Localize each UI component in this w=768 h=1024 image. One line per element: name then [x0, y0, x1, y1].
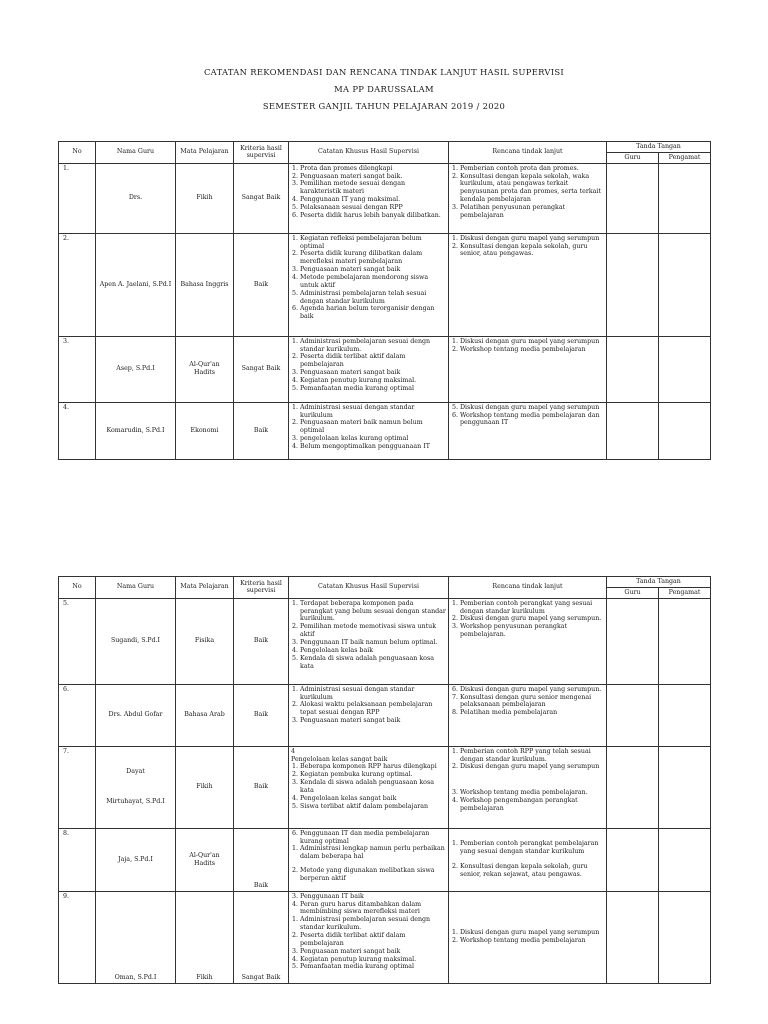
note-item: 3. Penggunaan IT baik namun belum optimal. [300, 639, 446, 647]
plan-item: 1. Pemberian contoh prota dan promes. [460, 165, 604, 173]
col-guru: Guru [607, 152, 659, 163]
note-item: 1. Administrasi pembelajaran sesuai dengn standar kurikulum. [300, 916, 446, 932]
note-item: 4. Kegiatan penutup kurang maksimal. [300, 377, 446, 385]
sign-guru [607, 746, 659, 828]
criteria: Baik [234, 828, 289, 891]
note-item: 5. Pemanfaatan media kurang optimal [300, 385, 446, 393]
subject: Bahasa Arab [176, 684, 234, 746]
plan-item: 2. Konsultasi dengan kepala sekolah, guru senior, atau pengawas. [460, 243, 604, 259]
plan-cell [449, 336, 607, 402]
notes-cell [289, 746, 449, 828]
note-item: 4. Peran guru harus ditambahkan dalam membimbing siswa merefleksi materi [300, 901, 446, 917]
sign-pengamat [659, 233, 711, 336]
sign-pengamat [659, 598, 711, 684]
note-item: 4. Kegiatan penutup kurang maksimal. [300, 956, 446, 964]
note-item: 4. Pengelolaan kelas sangat baik [300, 795, 446, 803]
note-item: 1. Administrasi sesuai dengan standar kurikulum [300, 686, 446, 702]
plan-cell [449, 598, 607, 684]
note-item: 3. Penggunaan IT baik [300, 893, 446, 901]
note-item: 3. Penguasaan materi sangat baik [300, 266, 446, 274]
criteria: Baik [234, 598, 289, 684]
col-rencana: Rencana tindak lanjut [449, 142, 607, 164]
criteria: Baik [234, 684, 289, 746]
note-item: 1. Administrasi pembelajaran sesuai dengn standar kurikulum. [300, 338, 446, 354]
notes-cell [289, 684, 449, 746]
plan-item: 2. Konsultasi dengan kepala sekolah, waka kurikulum, atau pengawas terkait penyusunan prota dan promes, serta terkait kendala pembelajaran [460, 173, 604, 204]
supervision-table-page2 [58, 576, 711, 984]
table-row [59, 891, 711, 983]
col-rencana: Rencana tindak lanjut [449, 577, 607, 599]
plan-item: 1. Pemberian contoh perangkat pembelajaran yang sesuai dengan standar kurikulum [460, 840, 604, 856]
note-item: 1. Prota dan promes dilengkapi [300, 165, 446, 173]
teacher-name: Apen A. Jaelani, S.Pd.I [96, 233, 176, 336]
note-item: 5. Pelaksanaan sesuai dengan RPP [300, 204, 446, 212]
col-no: No [59, 142, 96, 164]
note-item: 1. Administrasi sesuai dengan standar kurikulum [300, 404, 446, 420]
plan-item: 1. Pemberian contoh perangkat yang sesuai dengan standar kurikulum [460, 600, 604, 616]
table-row [59, 828, 711, 891]
sign-pengamat [659, 891, 711, 983]
table-row [59, 684, 711, 746]
note-item: 4. Pengelolaan kelas baik [300, 647, 446, 655]
sign-pengamat [659, 746, 711, 828]
criteria: Baik [234, 233, 289, 336]
sign-pengamat [659, 163, 711, 233]
plan-item: 2. Workshop tentang media pembelajaran [460, 346, 604, 354]
note-item: 3. Penguasaan materi sangat baik [300, 717, 446, 725]
row-no: 5. [59, 598, 96, 684]
table-row [59, 336, 711, 402]
col-tanda-tangan: Tanda Tangan [607, 142, 711, 153]
teacher-name: Asep, S.Pd.I [96, 336, 176, 402]
note-item: 2. Penguasaan materi sangat baik. [300, 173, 446, 181]
sign-guru [607, 402, 659, 459]
col-pengamat: Pengamat [659, 587, 711, 598]
plan-cell [449, 891, 607, 983]
note-item: 2. Kegiatan pembuka kurang optimal. [300, 771, 446, 779]
col-catatan: Catatan Khusus Hasil Supervisi [289, 142, 449, 164]
plan-item: 2. Konsultasi dengan kepala sekolah, guru senior, rekan sejawat, atau pengawas. [460, 863, 604, 879]
plan-item: 6. Diskusi dengan guru mapel yang serumpun. [460, 686, 604, 694]
row-no: 6. [59, 684, 96, 746]
plan-item: 3. Pelatihan penyusunan perangkat pembelajaran [460, 204, 604, 220]
col-kriteria: Kriteria hasil supervisi [234, 142, 289, 164]
row-no: 8. [59, 828, 96, 891]
note-item: 1. Beberapa komponen RPP harus dilengkapi [300, 763, 446, 771]
note-item: 5. Kendala di siswa adalah penguasaan kosa kata [300, 655, 446, 671]
notes-cell [289, 828, 449, 891]
note-item: 4. Metode pembelajaran mendorong siswa untuk aktif [300, 274, 446, 290]
teacher-name: Drs. Abdul Gofar [96, 684, 176, 746]
subject: Fikih [176, 891, 234, 983]
note-item: 5. Administrasi pembelajaran telah sesuai dengan standar kurikulum [300, 290, 446, 306]
plan-item: 2. Diskusi dengan guru mapel yang serumpun. [460, 615, 604, 623]
criteria: Baik [234, 402, 289, 459]
teacher-name: Mirtuhayat, S.Pd.I [106, 798, 165, 806]
plan-item: 1. Diskusi dengan guru mapel yang serumpun [460, 338, 604, 346]
row-no: 7. [59, 746, 96, 828]
teacher-name: Dayat [126, 768, 145, 776]
notes-cell [289, 163, 449, 233]
sign-pengamat [659, 336, 711, 402]
criteria: Sangat Baik [234, 336, 289, 402]
doc-title: CATATAN REKOMENDASI DAN RENCANA TINDAK LANJUT HASIL SUPERVISI [203, 67, 565, 77]
row-no: 3. [59, 336, 96, 402]
notes-cell [289, 233, 449, 336]
note-fragment: 4 [291, 747, 296, 755]
plan-item: 8. Pelatihan media pembelajaran [460, 709, 604, 717]
plan-item: 1. Diskusi dengan guru mapel yang serumpun [460, 235, 604, 243]
sign-pengamat [659, 684, 711, 746]
row-no: 1. [59, 163, 96, 233]
note-item: 5. Pemanfaatan media kurang optimal [300, 963, 446, 971]
table-row [59, 233, 711, 336]
plan-cell [449, 163, 607, 233]
criteria: Baik [234, 746, 289, 828]
col-no: No [59, 577, 96, 599]
col-nama-guru: Nama Guru [96, 142, 176, 164]
table-row [59, 598, 711, 684]
note-item: 3. Pemilihan metode sesuai dengan karakteristik materi [300, 180, 446, 196]
subject: Fikih [176, 163, 234, 233]
sign-guru [607, 891, 659, 983]
plan-cell [449, 684, 607, 746]
note-item: 2. Alokasi waktu pelaksanaan pembelajaran tepat sesuai dengan RPP [300, 701, 446, 717]
sign-guru [607, 336, 659, 402]
note-item: 6. Peserta didik harus lebih banyak dilibatkan. [300, 212, 446, 220]
row-no: 9. [59, 891, 96, 983]
teacher-name: Komarudin, S.Pd.I [96, 402, 176, 459]
teacher-name: Oman, S.Pd.I [96, 891, 176, 983]
teacher-name: Drs. [96, 163, 176, 233]
semester-line: SEMESTER GANJIL TAHUN PELAJARAN 2019 / 2020 [262, 101, 506, 111]
table-row [59, 163, 711, 233]
col-tanda-tangan: Tanda Tangan [607, 577, 711, 588]
sign-guru [607, 684, 659, 746]
notes-cell [289, 891, 449, 983]
plan-item: 5. Diskusi dengan guru mapel yang serumpun [460, 404, 604, 412]
note-item: 2. Peserta didik terlibat aktif dalam pembelajaran [300, 353, 446, 369]
subject: Fikih [176, 746, 234, 828]
subject: Al-Qur'an Hadits [176, 828, 234, 891]
school-name: MA PP DARUSSALAM [334, 84, 434, 94]
sign-pengamat [659, 828, 711, 891]
sign-pengamat [659, 402, 711, 459]
notes-cell [289, 336, 449, 402]
note-item: 4. Belum mengoptimalkan pengguanaan IT [300, 443, 446, 451]
row-no: 4. [59, 402, 96, 459]
criteria: Sangat Baik [234, 891, 289, 983]
sign-guru [607, 163, 659, 233]
col-mapel: Mata Pelajaran [176, 577, 234, 599]
table-row [59, 746, 711, 828]
plan-item: 2. Workshop tentang media pembelajaran [460, 937, 604, 945]
supervision-table-page1 [58, 141, 711, 460]
row-no: 2. [59, 233, 96, 336]
note-item: 2. Peserta didik kurang dilibatkan dalam merefleksi materi pembelajaran [300, 250, 446, 266]
subject: Al-Qur'an Hadits [176, 336, 234, 402]
col-catatan: Catatan Khusus Hasil Supervisi [289, 577, 449, 599]
note-item: 1. Terdapat beberapa komponen pada perangkat yang belum sesuai dengan standar kurikulum. [300, 600, 446, 624]
plan-cell [449, 828, 607, 891]
plan-item: 1. Diskusi dengan guru mapel yang serumpun [460, 929, 604, 937]
teacher-name: Sugandi, S.Pd.I [96, 598, 176, 684]
col-kriteria: Kriteria hasil supervisi [234, 577, 289, 599]
note-fragment: Pengelolaan kelas sangat baik [291, 755, 388, 763]
plan-item: 7. Konsultasi dengan guru senior mengenai pelaksanaan pembelajaran [460, 694, 604, 710]
note-item: 3. pengelolaan kelas kurang optimal [300, 435, 446, 443]
plan-item: 2. Diskusi dengan guru mapel yang serumpun [460, 763, 604, 771]
plan-item: 3. Workshop penyusunan perangkat pembelajaran. [460, 623, 604, 639]
teacher-name-cell [96, 746, 176, 828]
note-item: 4. Penggunaan IT yang maksimal. [300, 196, 446, 204]
teacher-name: Jaja, S.Pd.I [96, 828, 176, 891]
note-item: 3. Penguasaan materi sangat baik [300, 369, 446, 377]
plan-item: 6. Workshop tentang media pembelajaran dan penggunaan IT [460, 412, 604, 428]
plan-cell [449, 746, 607, 828]
col-mapel: Mata Pelajaran [176, 142, 234, 164]
col-nama-guru: Nama Guru [96, 577, 176, 599]
subject: Ekonomi [176, 402, 234, 459]
note-item: 3. Kendala di siswa adalah penguasaan kosa kata [300, 779, 446, 795]
note-item: 6. Penggunaan IT dan media pembelajaran kurang optimal [300, 830, 446, 846]
note-item: 2. Metode yang digunakan melibatkan siswa berperan aktif [300, 867, 446, 883]
note-item: 6. Agenda harian belum terorganisir dengan baik [300, 305, 446, 321]
col-guru: Guru [607, 587, 659, 598]
plan-item: 1. Pemberian contoh RPP yang telah sesuai dengan standar kurikulum. [460, 748, 604, 764]
criteria: Sangat Baik [234, 163, 289, 233]
sign-guru [607, 233, 659, 336]
plan-item: 4. Workshop pengembangan perangkat pembelajaran [460, 797, 604, 813]
note-item: 5. Siswa terlibat aktif dalam pembelajaran [300, 803, 446, 811]
sign-guru [607, 828, 659, 891]
subject: Fisika [176, 598, 234, 684]
sign-guru [607, 598, 659, 684]
note-item: 2. Pemilihan metode memotivasi siswa untuk aktif [300, 623, 446, 639]
subject: Bahasa Inggris [176, 233, 234, 336]
plan-cell [449, 402, 607, 459]
note-item: 1. Administrasi lengkap namun perlu perbaikan dalam beberapa hal [300, 845, 446, 861]
note-item: 2. Peserta didik terlibat aktif dalam pembelajaran [300, 932, 446, 948]
notes-cell [289, 598, 449, 684]
note-item: 2. Penguasaan materi baik namun belum optimal [300, 419, 446, 435]
plan-cell [449, 233, 607, 336]
col-pengamat: Pengamat [659, 152, 711, 163]
note-item: 1. Kegiatan refleksi pembelajaran belum optimal [300, 235, 446, 251]
notes-cell [289, 402, 449, 459]
note-item: 3. Penguasaan materi sangat baik [300, 948, 446, 956]
table-row [59, 402, 711, 459]
plan-item: 3. Workshop tentang media pembelajaran. [460, 789, 604, 797]
